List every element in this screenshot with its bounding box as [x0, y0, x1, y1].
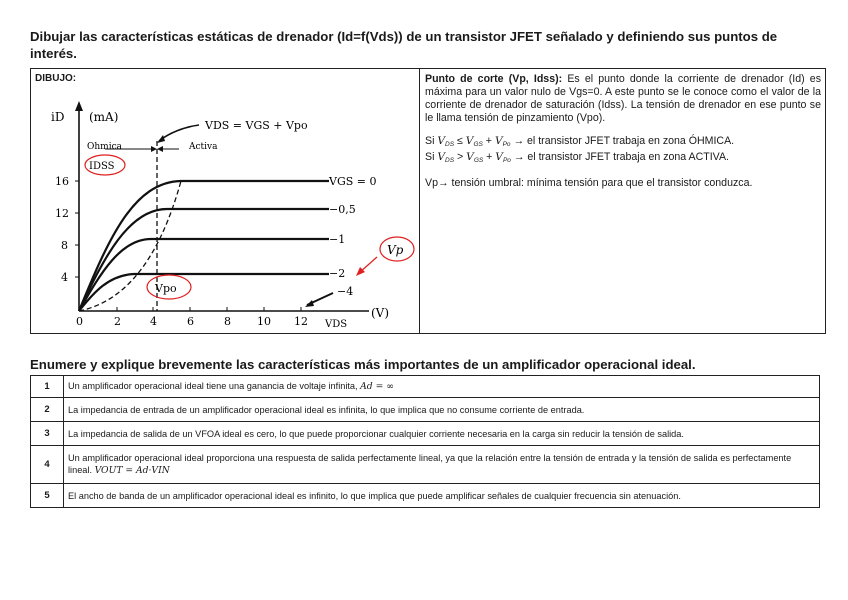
vp-label: Vp — [387, 243, 404, 257]
question-2-title: Enumere y explique brevemente las características más importantes de un amplificador operacional ideal. — [30, 357, 696, 372]
drawing-label: DIBUJO: — [35, 73, 77, 84]
region-activa-label: Activa — [189, 142, 218, 152]
answer-box — [30, 68, 826, 334]
x-tick-label: 6 — [187, 315, 194, 328]
definition-panel — [425, 73, 821, 200]
curve-label: −2 — [329, 267, 346, 280]
item-number: 2 — [31, 398, 64, 422]
table-row — [31, 484, 820, 508]
x-axis-label: VDS — [325, 319, 348, 329]
condition-ohmica: Si $V_{DS} \le V_{GS} + V_{Po}$ → el transistor JFET trabaja en zona ÓHMICA. — [425, 135, 735, 148]
vpo-label: Vpo — [155, 282, 177, 295]
vp-note: Vp→ tensión umbral: mínima tensión para que el transistor conduzca. — [425, 177, 753, 189]
curve-label: −4 — [337, 285, 354, 298]
item-number: 1 — [31, 376, 64, 398]
x-tick-label: 2 — [114, 315, 121, 328]
item-text: La impedancia de salida de un VFOA ideal es cero, lo que puede proporcionar cualquier corriente necesaria en la carga sin reducir la tensión de salida. — [64, 422, 820, 446]
curve-vgs-minus-0-5 — [79, 209, 329, 311]
y-tick-label: 16 — [55, 175, 69, 188]
curve-label: −0,5 — [329, 203, 356, 216]
y-tick-label: 4 — [61, 271, 68, 284]
characteristics-table — [30, 375, 820, 508]
table-row — [31, 446, 820, 484]
curve-label: −1 — [329, 233, 346, 246]
item-number: 4 — [31, 446, 64, 484]
curve-vgs-0 — [79, 181, 329, 311]
definition-text: Es el punto donde la corriente de drenador (Id) es máxima para un valor nulo de Vgs=0. A este punto se le conoce como el valor de la corriente de drenador de saturación (Idss). La tensión de drenador en ese punto se le llama tensión de pinzamiento (Vpo). — [425, 73, 821, 124]
definition-term: Punto de corte (Vp, Idss): — [425, 73, 563, 85]
condition-activa: Si $V_{DS} > V_{GS} + V_{Po}$ → el transistor JFET trabaja en zona ACTIVA. — [425, 151, 729, 164]
box-divider — [419, 69, 420, 333]
y-axis-label: iD — [51, 110, 65, 124]
item-text: El ancho de banda de un amplificador operacional ideal es infinito, lo que implica que puede amplificar señales de cualquier frecuencia sin atenuación. — [64, 484, 820, 508]
table-row — [31, 376, 820, 398]
x-tick-label: 12 — [294, 315, 308, 328]
table-row — [31, 422, 820, 446]
x-tick-label: 4 — [150, 315, 157, 328]
y-axis-unit: (mA) — [89, 110, 119, 124]
x-tick-label: 8 — [224, 315, 231, 328]
x-axis-unit: (V) — [371, 306, 390, 320]
item-text: La impedancia de entrada de un amplificador operacional ideal es infinita, lo que implica que no consume corriente de entrada. — [64, 398, 820, 422]
curve-label: VGS = 0 — [329, 175, 377, 188]
curve-vgs-minus-2 — [79, 274, 329, 311]
question-1-title: Dibujar las características estáticas de drenador (Id=f(Vds)) de un transistor JFET señalado y definiendo sus puntos de interés. — [30, 29, 778, 61]
x-tick-label: 0 — [76, 315, 83, 328]
idss-label: IDSS — [89, 161, 115, 172]
item-number: 5 — [31, 484, 64, 508]
region-ohmica-label: Ohmica — [87, 142, 122, 152]
item-text: Un amplificador operacional ideal proporciona una respuesta de salida perfectamente lineal, ya que la relación entre la tensión de entrada y la tensión de salida es perfectamente lineal. VOUT = Ad·VIN — [64, 446, 820, 484]
table-row — [31, 398, 820, 422]
y-tick-label: 8 — [61, 239, 68, 252]
vds-equation: VDS = VGS + Vpo — [205, 119, 308, 132]
y-axis-arrow — [75, 101, 83, 111]
item-text: Un amplificador operacional ideal tiene una ganancia de voltaje infinita, Ad = ∞ — [64, 376, 820, 398]
item-number: 3 — [31, 422, 64, 446]
y-tick-label: 12 — [55, 207, 69, 220]
jfet-drain-characteristics-graph — [39, 97, 415, 329]
equation-arrow — [159, 125, 199, 141]
x-tick-label: 10 — [257, 315, 271, 328]
